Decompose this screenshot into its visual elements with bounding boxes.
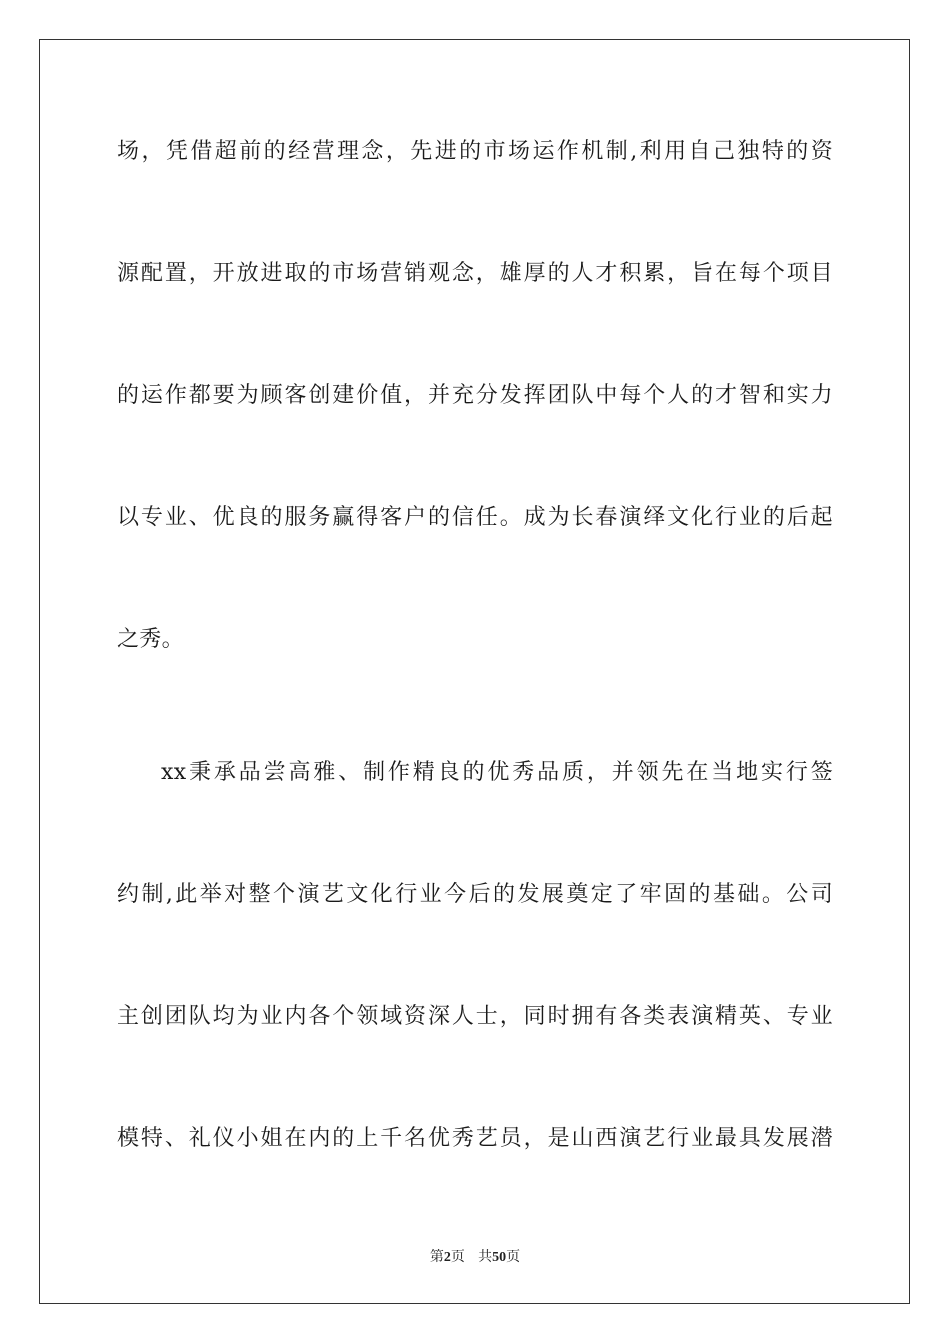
total-suffix: 页 (506, 1249, 521, 1265)
total-pages: 50 (492, 1250, 507, 1265)
body-text-line: 以专业、优良的服务赢得客户的信任。成为长春演绎文化行业的后起 (117, 505, 833, 530)
paragraph-first-line: xx秉承品尝高雅、制作精良的优秀品质，并领先在当地实行签 (161, 760, 833, 785)
body-text-line: 场，凭借超前的经营理念，先进的市场运作机制,利用自己独特的资 (117, 139, 833, 164)
body-text-line: 源配置，开放进取的市场营销观念，雄厚的人才积累，旨在每个项目 (117, 261, 833, 286)
body-text-line: 的运作都要为顾客创建价值，并充分发挥团队中每个人的才智和实力 (117, 383, 833, 408)
page-footer (0, 1247, 950, 1268)
body-text-line: 约制,此举对整个演艺文化行业今后的发展奠定了牢固的基础。公司 (117, 882, 833, 907)
page-prefix: 第 (429, 1249, 444, 1265)
body-text-line: 模特、礼仪小姐在内的上千名优秀艺员，是山西演艺行业最具发展潜 (117, 1126, 833, 1151)
body-text-line: 之秀。 (117, 627, 184, 652)
total-prefix: 共 (478, 1249, 493, 1265)
page-number: 2 (443, 1250, 451, 1265)
body-text-line: 主创团队均为业内各个领域资深人士，同时拥有各类表演精英、专业 (117, 1004, 833, 1029)
page-border (39, 39, 910, 1304)
page-suffix: 页 (450, 1249, 465, 1265)
